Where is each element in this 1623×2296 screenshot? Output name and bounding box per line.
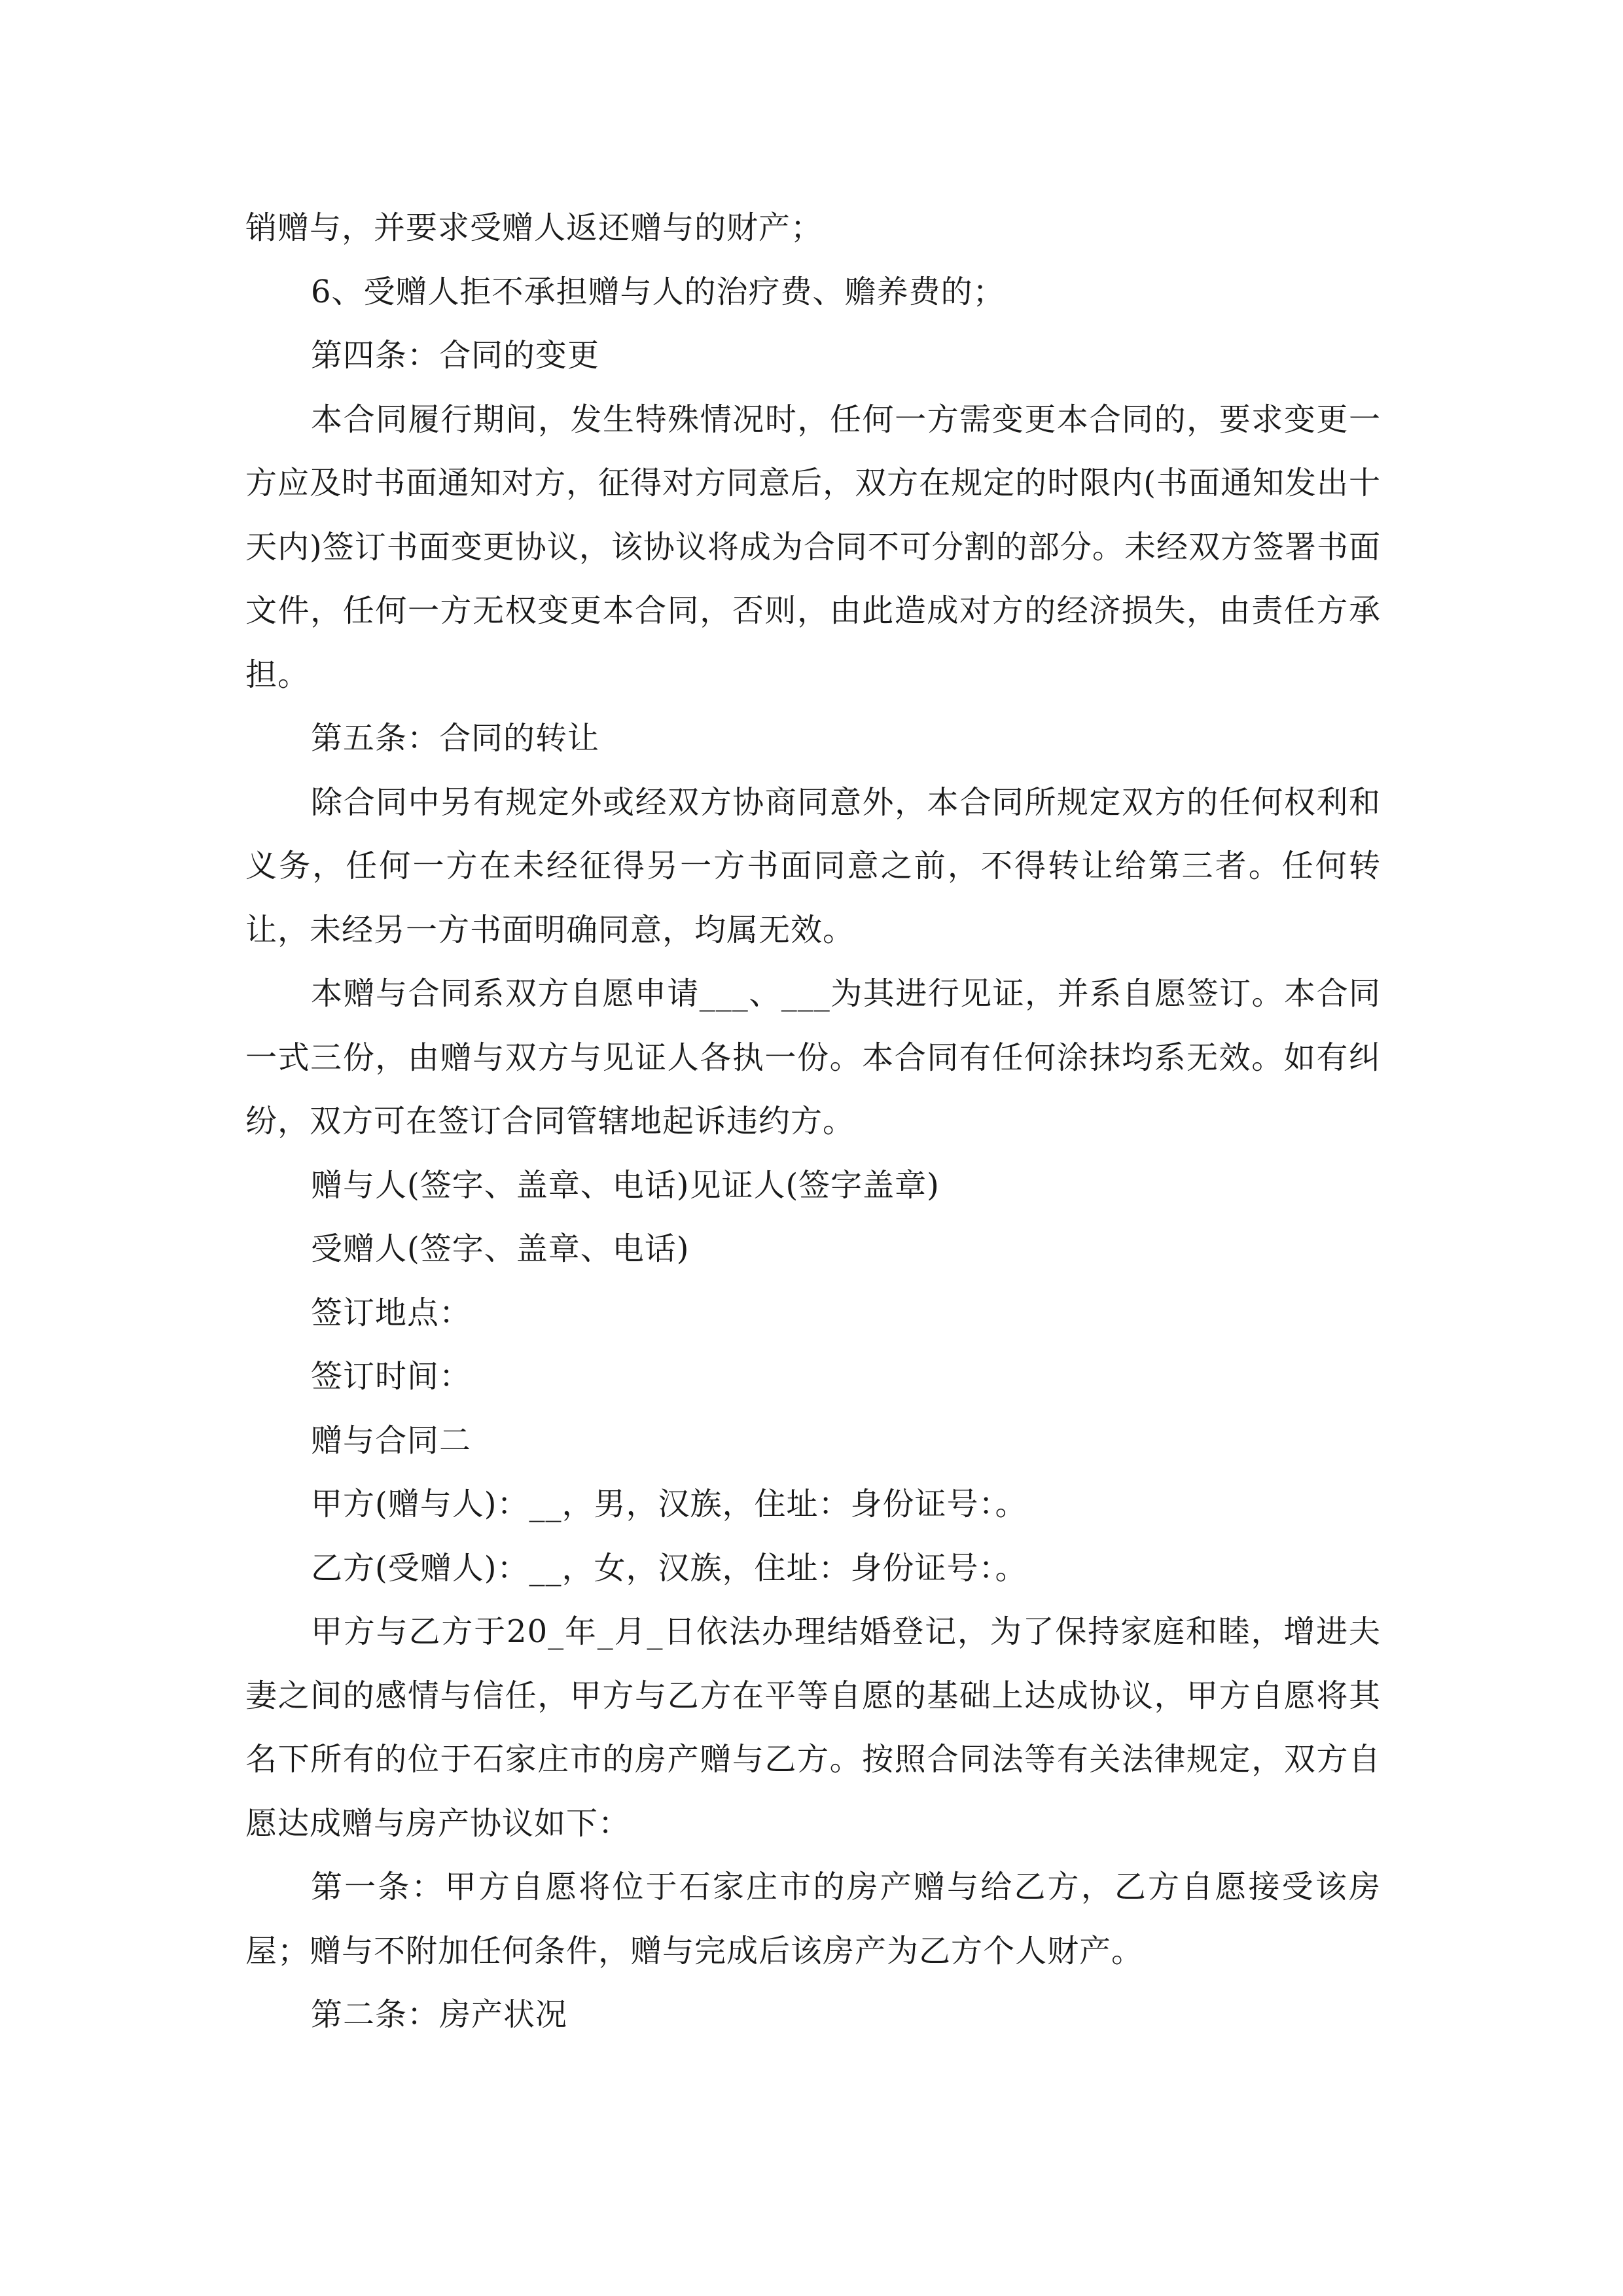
signature-line: 受赠人(签字、盖章、电话) (311, 1230, 690, 1267)
paragraph: 本合同履行期间，发生特殊情况时，任何一方需变更本合同的，要求变更一方应及时书面通知对方，征得对方同意后，双方在规定的时限内(书面通知发出十天内)签订书面变更协议，该协议将成为合同不可分割的部分。未经双方签署书面文件，任何一方无权变更本合同，否则，由此造成对方的经济损失，由责任方承担。 (245, 401, 1381, 693)
paragraph: 本赠与合同系双方自愿申请___、___为其进行见证，并系自愿签订。本合同一式三份，由赠与双方与见证人各执一份。本合同有任何涂抹均系无效。如有纠纷，双方可在签订合同管辖地起诉违约方。 (245, 975, 1381, 1139)
signing-place: 签订地点： (311, 1294, 472, 1331)
paragraph: 6、受赠人拒不承担赠与人的治疗费、赡养费的； (311, 273, 1005, 310)
paragraph: 除合同中另有规定外或经双方协商同意外，本合同所规定双方的任何权利和义务，任何一方在未经征得另一方书面同意之前，不得转让给第三者。任何转让，未经另一方书面明确同意，均属无效。 (245, 783, 1381, 948)
section-heading: 第四条：合同的变更 (311, 337, 600, 374)
paragraph: 销赠与，并要求受赠人返还赠与的财产； (245, 209, 823, 246)
paragraph: 甲方与乙方于20_年_月_日依法办理结婚登记，为了保持家庭和睦，增进夫妻之间的感情与信任，甲方与乙方在平等自愿的基础上达成协议，甲方自愿将其名下所有的位于石家庄市的房产赠与乙方。按照合同法等有关法律规定，双方自愿达成赠与房产协议如下： (245, 1613, 1381, 1842)
document-page (245, 196, 1381, 2047)
contract-title: 赠与合同二 (311, 1422, 472, 1459)
party-a-info: 甲方(赠与人)：__，男，汉族，住址：身份证号：。 (311, 1486, 1027, 1522)
signing-time: 签订时间： (311, 1358, 472, 1395)
party-b-info: 乙方(受赠人)：__，女，汉族，住址：身份证号：。 (311, 1549, 1027, 1587)
paragraph: 第一条：甲方自愿将位于石家庄市的房产赠与给乙方，乙方自愿接受该房屋；赠与不附加任何条件，赠与完成后该房产为乙方个人财产。 (245, 1869, 1381, 1969)
section-heading: 第二条：房产状况 (311, 1996, 568, 2033)
signature-line: 赠与人(签字、盖章、电话)见证人(签字盖章) (311, 1166, 940, 1204)
section-heading: 第五条：合同的转让 (311, 720, 600, 757)
